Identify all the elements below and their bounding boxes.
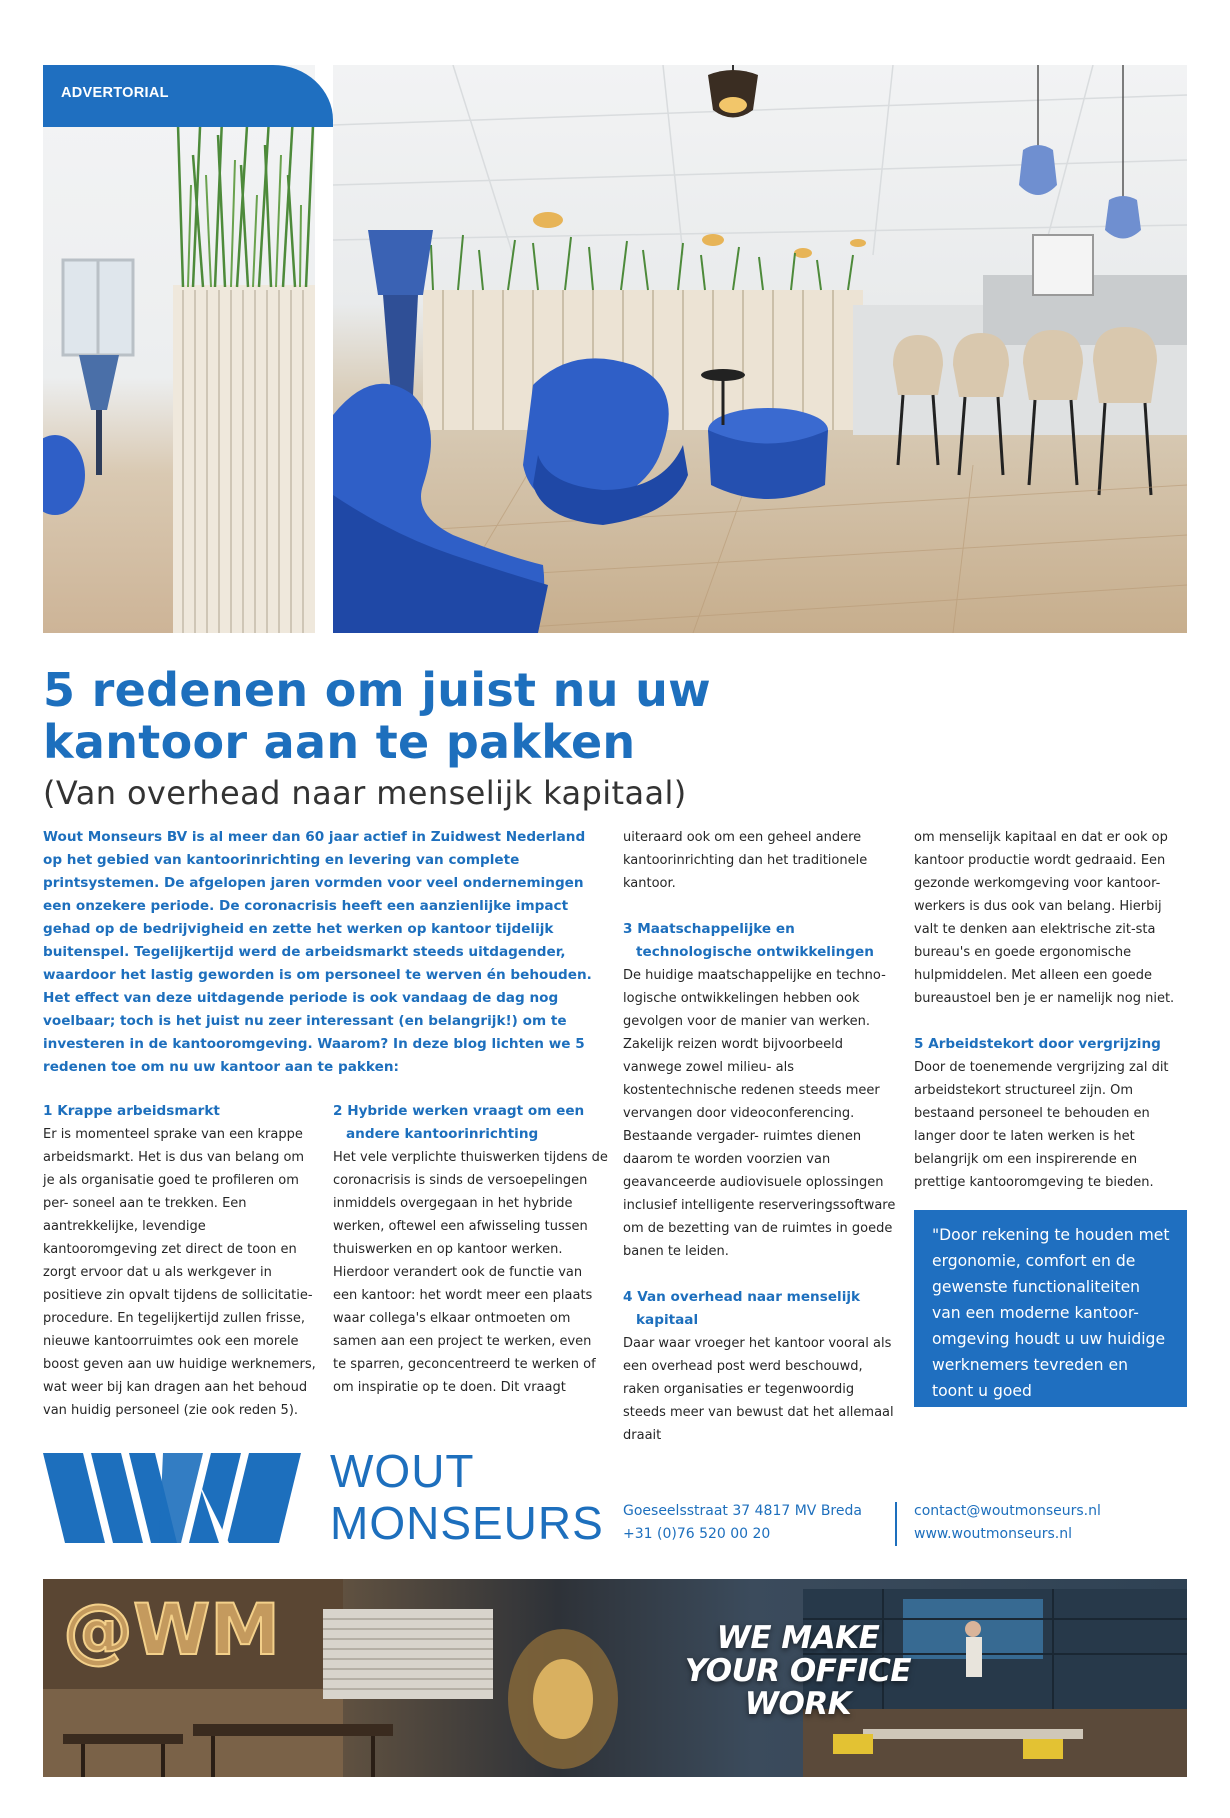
section-5-body: Door de toenemende vergrijzing zal dit arbeidstekort structureel zijn. Om bestaand personeel te behouden en langer door te laten werken is het belangrijk om een inspirerende en prettige kantooromgeving te bieden. xyxy=(914,1060,1169,1190)
brand-name-line-1: WOUT xyxy=(330,1445,475,1497)
section-2-title-line-1: 2 Hybride werken vraagt om een xyxy=(333,1103,585,1119)
article-column-3 xyxy=(623,826,901,1447)
office-photo-right-illustration xyxy=(333,65,1187,633)
section-2-title xyxy=(333,1100,608,1146)
headline-line-1: 5 redenen om juist nu uw xyxy=(43,663,711,717)
section-2-body-continued: uiteraard ook om een geheel andere kantoorinrichting dan het traditionele kantoor. xyxy=(623,830,868,891)
contact-block xyxy=(914,1500,1101,1546)
phone[interactable]: +31 (0)76 520 00 20 xyxy=(623,1526,771,1542)
section-1-title: 1 Krappe arbeidsmarkt xyxy=(43,1103,220,1119)
article-column-2 xyxy=(333,1100,608,1399)
section-4-body-continued: om menselijk kapitaal en dat er ook op kantoor productie wordt gedraaid. Een gezonde werkomgeving voor kantoor- werkers is dus ook van belang. Hierbij valt te denken aan elektrische zit-sta bureau's en goede ergonomische hulpmiddelen. Met alleen een goede bureaustoel ben je er namelijk nog niet. xyxy=(914,830,1175,1006)
intro-paragraph: Wout Monseurs BV is al meer dan 60 jaar actief in Zuidwest Nederland op het gebied van kantoorinrichting en levering van complete printsystemen. De afgelopen jaren vormden voor veel ondernemingen een onzekere periode. De coronacrisis heeft een aanzienlijke impact gehad op de bedrijvigheid en zette het werken op kantoor tijdelijk buitenspel. Tegelijkertijd werd de arbeidsmarkt steeds uitdagender, waardoor het lastig geworden is om personeel te werven én behouden. Het effect van deze uitdagende periode is ook vandaag de dag nog voelbaar; toch is het juist nu zeer interessant (en belangrijk!) om te investeren in de kantooromgeving. Waarom? In deze blog lichten we 5 redenen toe om nu uw kantoor aan te pakken: xyxy=(43,829,592,1075)
website-link[interactable]: www.woutmonseurs.nl xyxy=(914,1526,1073,1542)
section-4-title xyxy=(623,1286,901,1332)
office-photo-left xyxy=(43,65,315,633)
section-4-title-line-1: 4 Van overhead naar menselijk xyxy=(623,1289,861,1305)
headline-line-2: kantoor aan te pakken xyxy=(43,715,636,769)
section-4-title-line-2: kapitaal xyxy=(636,1312,699,1328)
pull-quote: "Door rekening te houden met ergonomie, comfort en de gewenste functionaliteiten van een moderne kantoor- omgeving houdt u uw huidige werknemers tevreden en toont u goed werkgeverschap." xyxy=(914,1210,1187,1407)
section-4-body: Daar waar vroeger het kantoor vooral als een overhead post werd beschouwd, raken organisaties er tegenwoordig steeds meer van bewust dat het allemaal draait xyxy=(623,1336,894,1443)
banner-photo-illustration xyxy=(43,1579,1187,1777)
banner-slogan-line-3: WORK xyxy=(744,1686,852,1722)
section-1-body: Er is momenteel sprake van een krappe arbeidsmarkt. Het is dus van belang om je als organisatie goed te profileren om per- soneel aan te trekken. Een aantrekkelijke, levendige kantooromgeving zet direct de toon en zorgt ervoor dat u als werkgever in positieve zin opvalt tijdens de sollicitatie- procedure. En tegelijkertijd zullen frisse, nieuwe kantoorruimtes ook een morele boost geven aan uw huidige werknemers, wat weer bij kan dragen aan het behoud van huidig personeel (zie ook reden 5). xyxy=(43,1127,316,1418)
banner-sign: @WM xyxy=(63,1589,280,1671)
banner-slogan-line-1: WE MAKE xyxy=(716,1620,880,1656)
advertorial-label: ADVERTORIAL xyxy=(43,65,333,127)
article-column-4 xyxy=(914,826,1189,1194)
section-2-title-line-2: andere kantoorinrichting xyxy=(346,1126,539,1142)
office-photo-right xyxy=(333,65,1187,633)
banner-slogan-line-2: YOUR OFFICE xyxy=(684,1653,912,1689)
section-5-title: 5 Arbeidstekort door vergrijzing xyxy=(914,1036,1161,1052)
section-2-body: Het vele verplichte thuiswerken tijdens de coronacrisis is sinds de versoepelingen inmiddels overgegaan in het hybride werken, oftewel een afwisseling tussen thuiswerken en op kantoor werken. Hierdoor verandert ook de functie van een kantoor: het wordt meer een plaats waar collega's elkaar ontmoeten om samen aan een project te werken, even te sparren, geconcentreerd te werken of om inspiratie op te doen. Dit vraagt xyxy=(333,1150,608,1395)
section-3-title-line-1: 3 Maatschappelijke en xyxy=(623,921,795,937)
section-3-title xyxy=(623,918,901,964)
headline-subtitle: (Van overhead naar menselijk kapitaal) xyxy=(43,774,687,812)
brand-name-line-2: MONSEURS xyxy=(330,1497,604,1549)
bottom-banner-photo xyxy=(43,1579,1187,1777)
address-block xyxy=(623,1500,862,1546)
section-3-title-line-2: technologische ontwikkelingen xyxy=(636,944,874,960)
contact-divider xyxy=(895,1502,897,1546)
article-column-1 xyxy=(43,1100,318,1422)
wout-monseurs-logo-mark xyxy=(43,1453,301,1543)
address: Goeseelsstraat 37 4817 MV Breda xyxy=(623,1503,862,1519)
banner-slogan xyxy=(668,1622,928,1721)
brand-name xyxy=(330,1445,604,1549)
headline xyxy=(43,664,803,768)
email-link[interactable]: contact@woutmonseurs.nl xyxy=(914,1503,1101,1519)
section-3-body: De huidige maatschappelijke en techno- logische ontwikkelingen hebben ook gevolgen voor de manier van werken. Zakelijk reizen wordt bijvoorbeeld vanwege zowel milieu- als kostentechnische redenen steeds meer vervangen door videoconferencing. Bestaande vergader- ruimtes dienen daarom te worden voorzien van geavanceerde audiovisuele oplossingen inclusief intelligente reserveringssoftware om de bezetting van de ruimtes in goede banen te leiden. xyxy=(623,968,896,1259)
office-photo-left-illustration xyxy=(43,65,315,633)
